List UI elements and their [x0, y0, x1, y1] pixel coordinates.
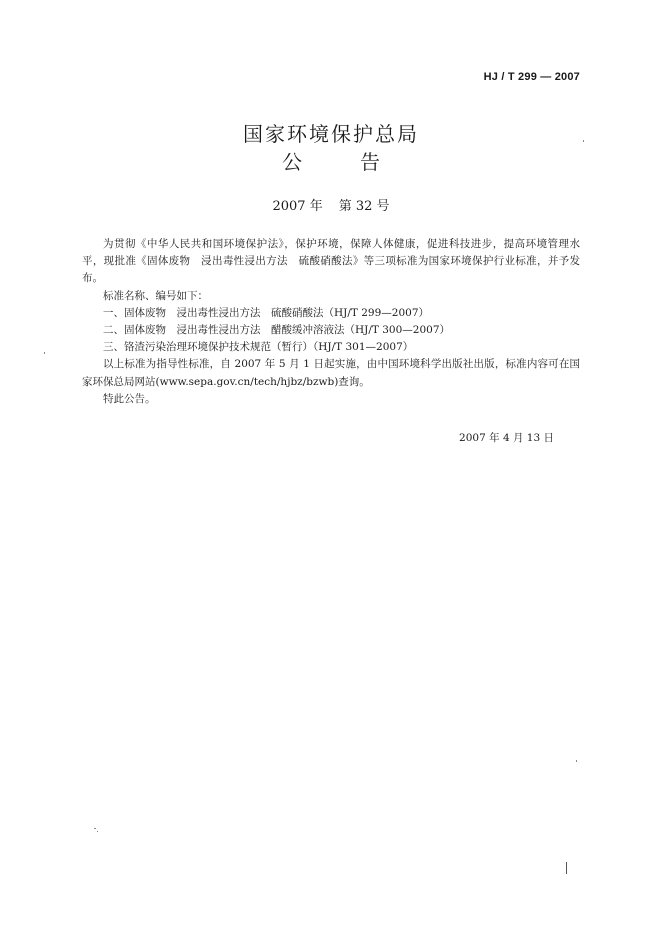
list-item-3: 三、铬渣污染治理环境保护技术规范（暂行）（HJ/T 301—2007） — [103, 341, 414, 354]
body-paragraph-1: 为贯彻《中华人民共和国环境保护法》，保护环境，保障人体健康，促进科技进步，提高环境管理水平，现批准《固体废物 浸出毒性浸出方法 硫酸硝酸法》等三项标准为国家环境保护行业标准，并予发布。 — [82, 238, 580, 285]
scan-speck — [576, 760, 577, 762]
scan-speck — [44, 352, 45, 354]
closing-line: 特此公告。 — [103, 392, 156, 405]
notice-heading — [0, 146, 662, 175]
scan-speck — [94, 828, 96, 829]
announcement-year: 2007 年 — [272, 199, 323, 214]
scan-speck — [583, 140, 584, 142]
standard-code: HJ / T 299 — 2007 — [483, 71, 580, 83]
list-intro: 标准名称、编号如下： — [103, 289, 208, 302]
announcement-no: 第 32 号 — [338, 199, 390, 214]
organization-title: 国家环境保护总局 — [243, 122, 419, 146]
body-paragraph-2: 以上标准为指导性标准，自 2007 年 5 月 1 日起实施，由中国环境科学出版社出版，标准内容可在国家环保总局网站(www.sepa.gov.cn/tech/hjbz/bzwb)查询。 — [82, 358, 580, 388]
list-item-2: 二、固体废物 浸出毒性浸出方法 醋酸缓冲溶液法（HJ/T 300—2007） — [103, 324, 451, 337]
signature-date: 2007 年 4 月 13 日 — [459, 432, 554, 444]
page-edge-mark — [566, 862, 567, 874]
notice-char-2: 告 — [360, 150, 380, 174]
scan-speck — [97, 831, 98, 832]
announcement-number — [0, 195, 662, 214]
list-item-1: 一、固体废物 浸出毒性浸出方法 硫酸硝酸法（HJ/T 299—2007） — [103, 306, 430, 319]
announcement-body — [82, 236, 580, 408]
notice-char-1: 公 — [282, 150, 302, 174]
